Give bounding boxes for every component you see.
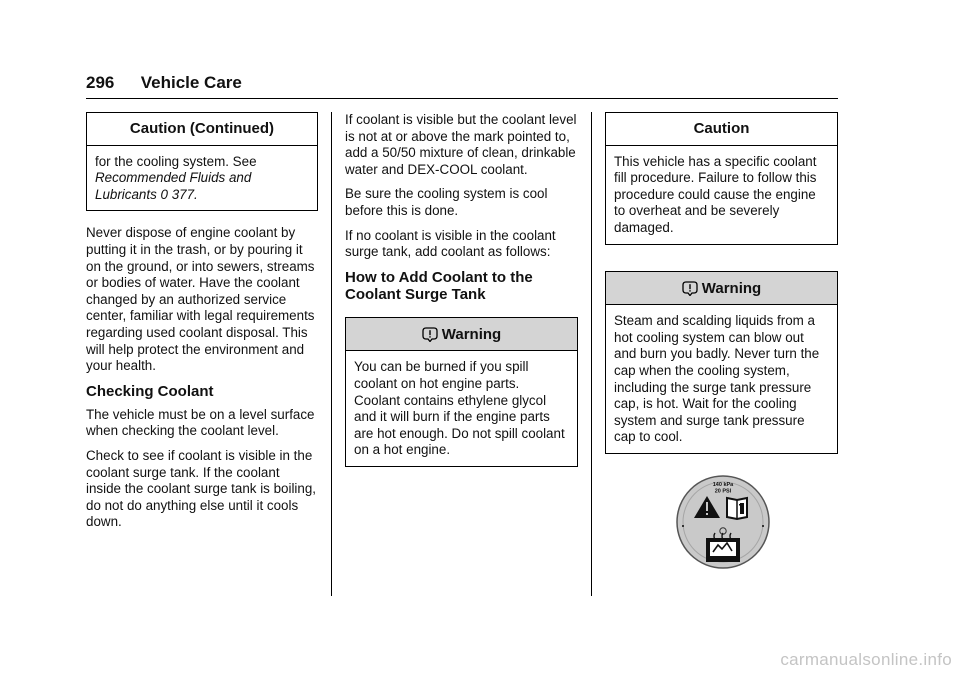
section-title: Vehicle Care	[140, 73, 242, 92]
caution-box-fill	[605, 112, 838, 245]
coolant-visible-paragraph: If coolant is visible but the coolant level is not at or above the mark pointed to, add a 50/50 mixture of clean, drinkable water and DEX-COOL coolant.	[345, 112, 577, 177]
cool-system-paragraph: Be sure the cooling system is cool before this is done.	[345, 186, 548, 218]
warning-box-text: You can be burned if you spill coolant on hot engine parts. Coolant contains ethylene glycol and it will burn if the engine parts are hot enough. Do not spill coolant on a hot engine.	[354, 359, 565, 458]
warning-icon	[422, 326, 438, 342]
page-ref-icon: 0	[160, 186, 168, 202]
page-number: 296	[86, 73, 115, 92]
warning-box-header	[606, 272, 837, 306]
ref-link-fluids[interactable]: Recommended Fluids and Lubricants	[95, 170, 252, 202]
warning-box-title: Warning	[701, 279, 762, 297]
caution-box-text: This vehicle has a specific coolant fill procedure. Failure to follow this procedure could cause the engine to overheat and be severely damaged.	[614, 153, 817, 235]
caution-box-title: Caution (Continued)	[87, 113, 317, 146]
checking-paragraph-2: Check to see if coolant is visible in the coolant surge tank. If the coolant inside the coolant surge tank is boiling, do not do anything else until it cools down.	[86, 447, 317, 530]
add-coolant-heading: How to Add Coolant to the Coolant Surge Tank	[345, 268, 533, 303]
warning-box-title: Warning	[441, 325, 502, 343]
column-divider-2	[591, 112, 592, 596]
warning-box-burn	[345, 317, 578, 467]
warning-box-body	[346, 351, 577, 466]
dispose-paragraph: Never dispose of engine coolant by putting it in the trash, or by pouring it on the ground, or into sewers, streams or bodies of water. Have the coolant changed by an authorized service center, familiar with legal requirements regarding used coolant disposal. This will help protect the environment and your health.	[86, 225, 315, 374]
cap-pressure-psi: 20 PSI	[714, 488, 732, 495]
column-3	[605, 112, 838, 468]
checking-coolant-heading: Checking Coolant	[86, 382, 214, 400]
column-divider-1	[331, 112, 332, 596]
cap-pressure-kpa: 140 kPa	[712, 482, 734, 488]
caution-box-title: Caution	[606, 113, 837, 146]
caution-box-continued	[86, 112, 318, 211]
warning-box-text: Steam and scalding liquids from a hot cooling system can blow out and burn you badly. Never turn the cap when the cooling system, including the surge tank pressure cap, is hot. Wait for the cooling system and surge tank pressure cap to cool.	[614, 313, 820, 445]
surge-tank-cap-image	[675, 474, 771, 570]
warning-box-steam	[605, 271, 838, 454]
page-header	[86, 73, 242, 93]
watermark: carmanualsonline.info	[780, 650, 952, 669]
warning-box-body	[606, 305, 837, 453]
caution-box-text	[95, 154, 309, 204]
warning-box-header	[346, 318, 577, 352]
no-coolant-paragraph: If no coolant is visible in the coolant surge tank, add coolant as follows:	[345, 227, 556, 260]
caution-box-body	[606, 146, 837, 244]
caution-text-lead: for the cooling system. See	[95, 153, 257, 169]
column-1	[86, 112, 318, 539]
ref-page-number[interactable]: 377.	[171, 186, 198, 202]
cap-owner-manual-icon	[727, 498, 747, 519]
checking-paragraph-1: The vehicle must be on a level surface when checking the coolant level.	[86, 406, 315, 439]
warning-icon	[682, 280, 698, 296]
header-rule	[86, 98, 838, 99]
column-2	[345, 112, 578, 481]
caution-box-body	[87, 146, 317, 211]
